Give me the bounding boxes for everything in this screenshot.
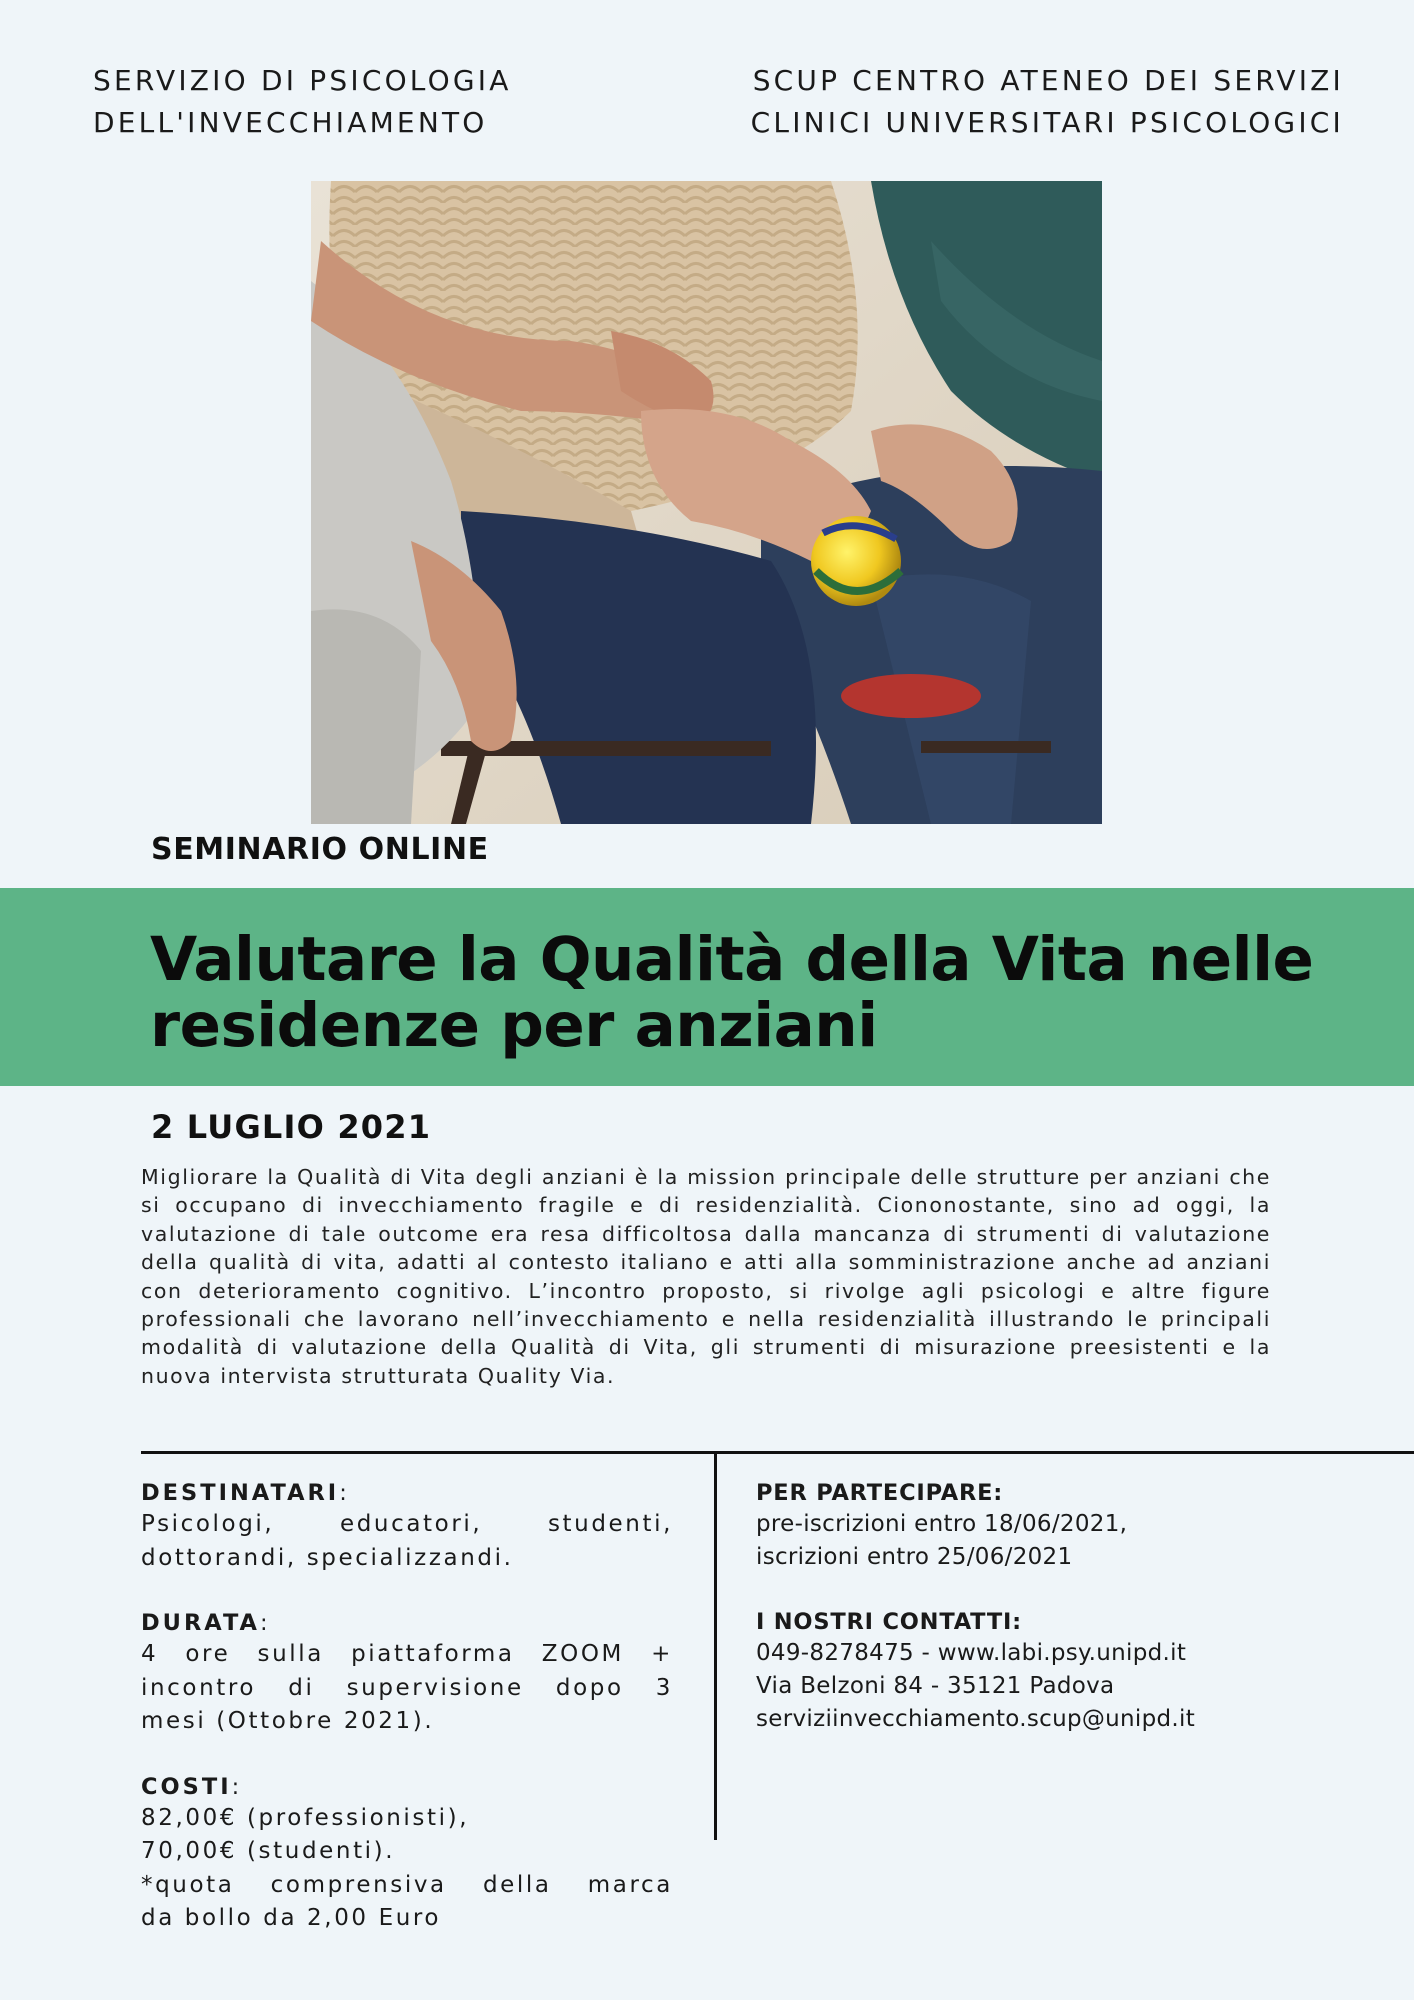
participation-text [756,1508,1356,1574]
costi-line2: 70,00€ (studenti). [141,1838,396,1864]
event-title-line2: residenze per anziani [150,990,878,1061]
costi-line4: da bollo da 2,00 Euro [141,1905,442,1931]
costi-label-text: COSTI [141,1773,232,1800]
participation-label: PER PARTECIPARE: [756,1480,1004,1506]
header-right [751,60,1344,144]
event-title [150,924,1380,1061]
hero-photo [311,181,1102,824]
event-title-line1: Valutare la Qualità della Vita nelle [150,924,1314,995]
contacts-text [756,1637,1356,1736]
destinatari-label-text: DESTINATARI [141,1480,340,1506]
horizontal-divider [141,1451,1414,1454]
event-date: 2 LUGLIO 2021 [151,1108,432,1146]
event-description: Migliorare la Qualità di Vita degli anziani è la mission principale delle strutture per anziani che si occupano di invecchiamento fragile e di residenzialità. Ciononostante, sino ad oggi, la valutazione di tale outcome era resa difficoltosa dalla mancanza di strumenti di valutazione della qualità di vita, adatti al contesto italiano e atti alla somministrazione anche ad anziani con deterioramento cognitivo. L’incontro proposto, si rivolge agli psicologi e altre figure professionali che lavorano nell’invecchiamento e nella residenzialità illustrando le principali modalità di valutazione della Qualità di Vita, gli strumenti di misurazione preesistenti e la nuova intervista strutturata Quality Via. [141,1165,1271,1388]
vertical-divider [714,1452,717,1840]
event-type-tag: SEMINARIO ONLINE [151,832,489,867]
contact-email[interactable]: serviziinvecchiamento.scup@unipd.it [756,1706,1196,1732]
durata-label: DURATA: [141,1610,271,1636]
contacts-label: I NOSTRI CONTATTI: [756,1609,1022,1635]
hero-photo-illustration [311,181,1102,824]
contact-address: Via Belzoni 84 - 35121 Padova [756,1673,1115,1699]
header-right-line1: SCUP CENTRO ATENEO DEI SERVIZI [752,64,1344,97]
header-right-line2: CLINICI UNIVERSITARI PSICOLOGICI [750,106,1344,139]
participation-line1: pre-iscrizioni entro 18/06/2021, [756,1511,1128,1537]
contact-phone-website[interactable]: 049-8278475 - www.labi.psy.unipd.it [756,1640,1187,1666]
durata-text [141,1638,673,1739]
destinatari-line1: Psicologi, educatori, studenti, [141,1511,673,1537]
header-left-line2: DELL'INVECCHIAMENTO [93,106,488,139]
durata-line3: mesi (Ottobre 2021). [141,1708,435,1734]
costi-text [141,1802,673,1936]
destinatari-line2: dottorandi, specializzandi. [141,1544,514,1571]
costi-line1: 82,00€ (professionisti), [141,1804,470,1831]
durata-label-text: DURATA [141,1610,260,1636]
destinatari-label: DESTINATARI: [141,1480,350,1506]
participation-line2: iscrizioni entro 25/06/2021 [756,1544,1073,1570]
destinatari-text [141,1508,673,1575]
costi-label: COSTI: [141,1773,243,1800]
header-left [93,60,512,144]
durata-line1: 4 ore sulla piattaforma ZOOM + [141,1641,673,1667]
participation-column [756,1478,1356,1769]
details-column [141,1478,673,1969]
costi-line3: *quota comprensiva della marca [141,1871,673,1898]
durata-line2: incontro di supervisione dopo 3 [141,1674,673,1701]
header-left-line1: SERVIZIO DI PSICOLOGIA [93,64,512,97]
